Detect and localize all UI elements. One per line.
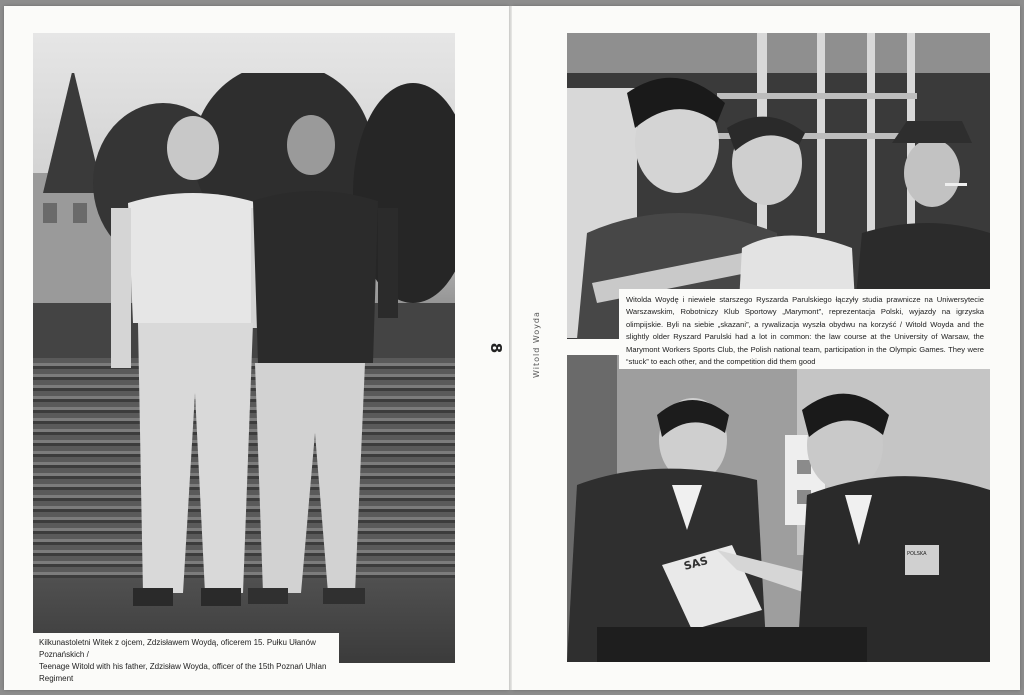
caption-left-line-2: Teenage Witold with his father, Zdzisław Woyda, officer of the 15th Poznań Uhlan Regiment [39, 662, 327, 683]
photo-father-and-son [33, 33, 455, 663]
caption-left [33, 633, 339, 683]
photo-two-men [33, 33, 455, 663]
caption-right: Witolda Woydę i niewiele starszego Ryszarda Parulskiego łączyły studia prawnicze na Uniwersytecie Warszawskim, Robotniczy Klub Sportowy „Marymont”, reprezentacja Polski, wyjazdy na igrzyska olimpijskie. Byli na siebie „skazani”, a rywalizacja wyszła obydwu na korzyść / Witold Woyda and the slightly older Ryszard Parulski had a lot in common: the law course at the University of Warsaw, the Marymont Workers Sports Club, the Polish national team, participation in the Olympic Games. They were “stuck” to each other, and the competition did them good [619, 289, 991, 369]
running-title: Witold Woyda [532, 311, 541, 378]
caption-left-line-1: Kilkunastoletni Witek z ojcem, Zdzisławem Woydą, oficerem 15. Pułku Ułanów Poznańskich / [39, 638, 316, 659]
magazine-cover-brand: SAS [682, 554, 710, 573]
photo-reading-scene [567, 355, 990, 662]
book-gutter [509, 6, 512, 690]
jacket-badge-text: POLSKA [907, 551, 927, 557]
photo-two-athletes-reading [567, 355, 990, 662]
page-number: 8 [487, 342, 505, 354]
